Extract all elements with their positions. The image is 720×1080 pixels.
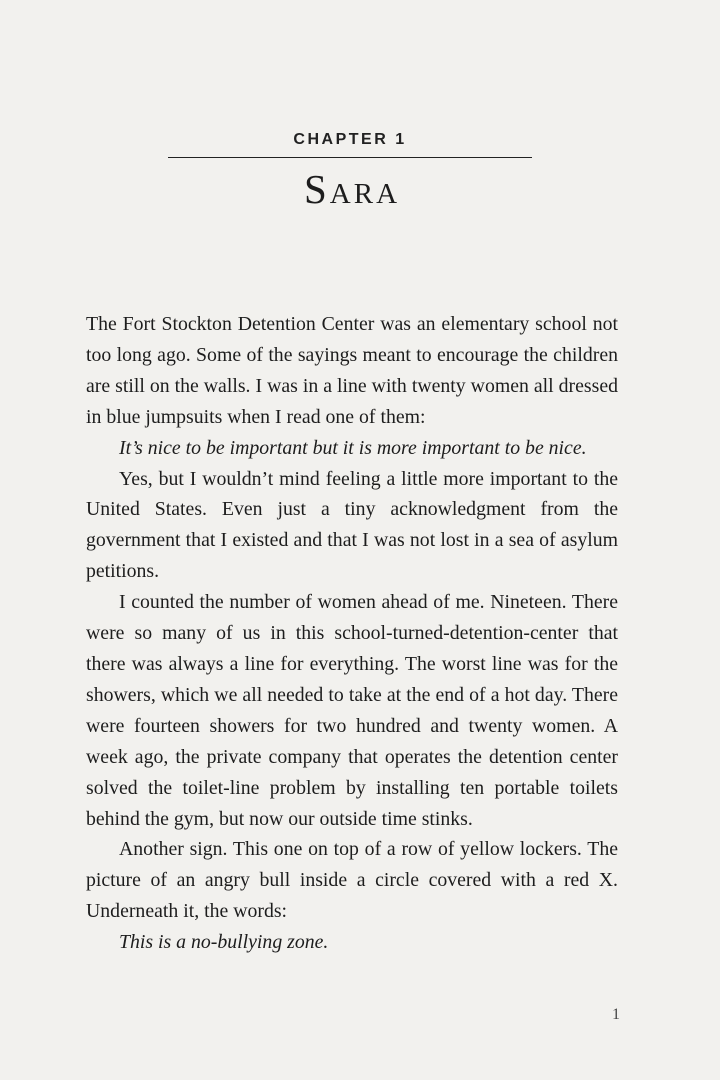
paragraph-4: I counted the number of women ahead of me. Nineteen. There were so many of us in this school-turned-detention-center that there was always a line for everything. The worst line was for the showers, which we all needed to take at the end of a hot day. There were fourteen showers for two hundred and twenty women. A week ago, the private company that operates the detention center solved the toilet-line problem by installing ten portable toilets behind the gym, but now our outside time stinks. [86,591,618,830]
paragraph-3: Yes, but I wouldn’t mind feeling a little more important to the United States. Even just a tiny acknowledgment from the government that I existed and that I was not lost in a sea of asylum petitions. [86,467,618,583]
chapter-number: CHAPTER 1 [293,131,407,148]
paragraph-1: The Fort Stockton Detention Center was an elementary school not too long ago. Some of the sayings meant to encourage the children are still on the walls. I was in a line with twenty women all dressed in blue jumpsuits when I read one of them: [86,313,618,428]
paragraph-2-sign-quote: It’s nice to be important but it is more important to be nice. [119,436,587,459]
page-number: 1 [612,1006,620,1023]
chapter-divider [168,157,532,158]
paragraph-6-sign-quote: This is a no-bullying zone. [119,931,329,954]
chapter-title: Sara [303,166,401,212]
chapter-body [86,309,618,958]
paragraph-5: Another sign. This one on top of a row of yellow lockers. The picture of an angry bull inside a circle covered with a red X. Underneath it, the words: [86,838,618,923]
